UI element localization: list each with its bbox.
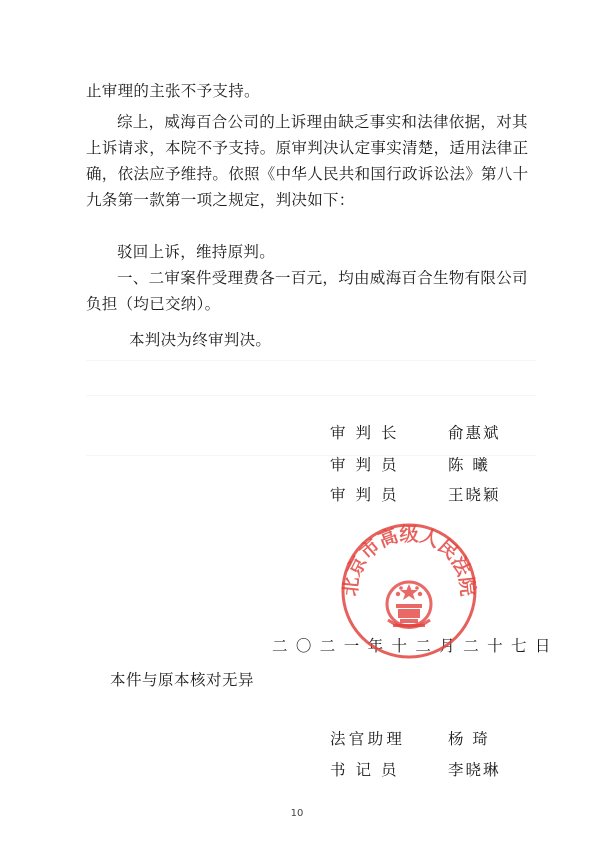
paragraph-fees: 一、二审案件受理费各一百元，均由威海百合生物有限公司负担（均已交纳）。 bbox=[86, 269, 528, 313]
judgment-date: 二〇二一年十二月二十七日 bbox=[272, 637, 559, 655]
signature-row-judicial-assistant bbox=[330, 726, 530, 752]
signature-role: 书记员 bbox=[330, 761, 407, 779]
signature-row-judge bbox=[330, 452, 530, 478]
signature-name: 王晓颖 bbox=[448, 486, 501, 504]
svg-text:北京市高级人民法院 bbox=[339, 523, 479, 598]
show-through-line bbox=[86, 395, 536, 396]
signature-name: 杨 琦 bbox=[448, 730, 490, 748]
signature-role: 审判员 bbox=[330, 456, 407, 474]
signature-name: 俞惠斌 bbox=[448, 424, 501, 442]
paragraph-continuation: 止审理的主张不予支持。 bbox=[86, 82, 260, 100]
signature-row-clerk bbox=[330, 757, 530, 783]
verification-note: 本件与原本核对无异 bbox=[110, 671, 255, 689]
show-through-line bbox=[86, 360, 536, 361]
signature-name: 陈 曦 bbox=[448, 456, 490, 474]
signature-name: 李晓琳 bbox=[448, 761, 501, 779]
paragraph-final: 本判决为终审判决。 bbox=[129, 331, 272, 349]
paragraph-conclusion: 综上，威海百合公司的上诉理由缺乏事实和法律依据，对其上诉请求，本院不予支持。原审判决认定事实清楚，适用法律正确，依法应予维持。依照《中华人民共和国行政诉讼法》第八十九条第一款第一项之规定，判决如下： bbox=[86, 113, 529, 209]
paragraph-ruling: 驳回上诉，维持原判。 bbox=[117, 243, 276, 261]
signature-role: 审判员 bbox=[330, 486, 407, 504]
seal-text: 北京市高级人民法院 bbox=[339, 523, 479, 598]
signature-role: 法官助理 bbox=[330, 730, 406, 748]
signature-row-presiding-judge bbox=[330, 420, 530, 446]
signature-row-judge bbox=[330, 482, 530, 508]
page-number: 10 bbox=[290, 808, 304, 819]
signature-role: 审判长 bbox=[330, 424, 407, 442]
